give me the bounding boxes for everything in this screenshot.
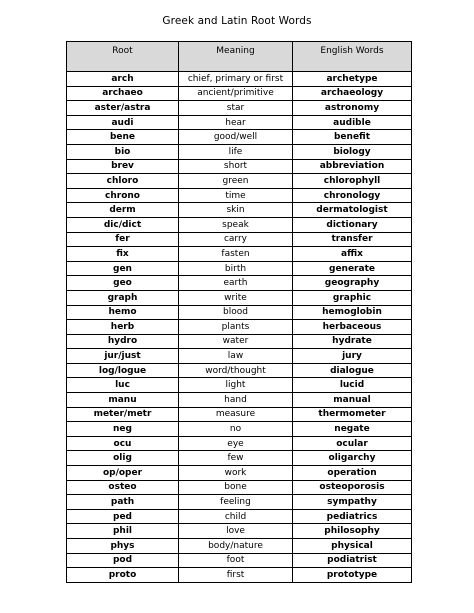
- table-row: [67, 480, 412, 495]
- cell-root: neg: [67, 422, 179, 437]
- column-header-meaning: Meaning: [179, 42, 293, 72]
- cell-meaning: birth: [179, 261, 293, 276]
- table-row: [67, 495, 412, 510]
- cell-meaning: body/nature: [179, 539, 293, 554]
- cell-meaning: feeling: [179, 495, 293, 510]
- cell-meaning: bone: [179, 480, 293, 495]
- cell-meaning: water: [179, 334, 293, 349]
- cell-root: bio: [67, 144, 179, 159]
- cell-meaning: good/well: [179, 130, 293, 145]
- table-row: [67, 568, 412, 583]
- cell-english-words: thermometer: [293, 407, 412, 422]
- table-row: [67, 276, 412, 291]
- cell-meaning: first: [179, 568, 293, 583]
- cell-english-words: prototype: [293, 568, 412, 583]
- cell-root: arch: [67, 72, 179, 87]
- cell-english-words: negate: [293, 422, 412, 437]
- cell-meaning: star: [179, 101, 293, 116]
- cell-english-words: audible: [293, 115, 412, 130]
- cell-root: meter/metr: [67, 407, 179, 422]
- cell-english-words: transfer: [293, 232, 412, 247]
- cell-english-words: graphic: [293, 290, 412, 305]
- table-row: [67, 539, 412, 554]
- cell-root: ocu: [67, 436, 179, 451]
- cell-root: path: [67, 495, 179, 510]
- cell-english-words: osteoporosis: [293, 480, 412, 495]
- cell-english-words: archetype: [293, 72, 412, 87]
- cell-english-words: dictionary: [293, 217, 412, 232]
- table-row: [67, 144, 412, 159]
- cell-root: brev: [67, 159, 179, 174]
- table-row: [67, 72, 412, 87]
- cell-meaning: earth: [179, 276, 293, 291]
- cell-meaning: word/thought: [179, 363, 293, 378]
- table-row: [67, 188, 412, 203]
- cell-meaning: eye: [179, 436, 293, 451]
- cell-root: pod: [67, 553, 179, 568]
- table-row: [67, 159, 412, 174]
- cell-root: archaeo: [67, 86, 179, 101]
- cell-english-words: hemoglobin: [293, 305, 412, 320]
- cell-root: fix: [67, 247, 179, 262]
- cell-english-words: benefit: [293, 130, 412, 145]
- cell-meaning: ancient/primitive: [179, 86, 293, 101]
- cell-english-words: geography: [293, 276, 412, 291]
- cell-english-words: herbaceous: [293, 320, 412, 335]
- cell-meaning: child: [179, 509, 293, 524]
- cell-root: fer: [67, 232, 179, 247]
- cell-english-words: generate: [293, 261, 412, 276]
- cell-english-words: operation: [293, 466, 412, 481]
- cell-root: manu: [67, 393, 179, 408]
- cell-root: hemo: [67, 305, 179, 320]
- cell-english-words: philosophy: [293, 524, 412, 539]
- table-row: [67, 86, 412, 101]
- table-row: [67, 524, 412, 539]
- cell-meaning: carry: [179, 232, 293, 247]
- cell-english-words: oligarchy: [293, 451, 412, 466]
- table-row: [67, 261, 412, 276]
- cell-root: luc: [67, 378, 179, 393]
- cell-meaning: measure: [179, 407, 293, 422]
- cell-english-words: podiatrist: [293, 553, 412, 568]
- cell-root: phil: [67, 524, 179, 539]
- cell-meaning: few: [179, 451, 293, 466]
- table-header-row: [67, 42, 412, 72]
- cell-root: proto: [67, 568, 179, 583]
- cell-english-words: affix: [293, 247, 412, 262]
- cell-meaning: love: [179, 524, 293, 539]
- cell-meaning: short: [179, 159, 293, 174]
- table-row: [67, 451, 412, 466]
- cell-meaning: time: [179, 188, 293, 203]
- cell-meaning: hand: [179, 393, 293, 408]
- table-row: [67, 217, 412, 232]
- cell-root: chrono: [67, 188, 179, 203]
- column-header-root: Root: [67, 42, 179, 72]
- cell-meaning: hear: [179, 115, 293, 130]
- cell-english-words: physical: [293, 539, 412, 554]
- table-row: [67, 232, 412, 247]
- table-row: [67, 305, 412, 320]
- cell-root: olig: [67, 451, 179, 466]
- cell-meaning: chief, primary or first: [179, 72, 293, 87]
- cell-meaning: no: [179, 422, 293, 437]
- column-header-english-words: English Words: [293, 42, 412, 72]
- cell-english-words: pediatrics: [293, 509, 412, 524]
- table-row: [67, 553, 412, 568]
- table-row: [67, 422, 412, 437]
- cell-root: audi: [67, 115, 179, 130]
- cell-english-words: chronology: [293, 188, 412, 203]
- table-row: [67, 203, 412, 218]
- cell-root: gen: [67, 261, 179, 276]
- table-row: [67, 466, 412, 481]
- table-row: [67, 509, 412, 524]
- table-row: [67, 290, 412, 305]
- table-row: [67, 334, 412, 349]
- cell-meaning: blood: [179, 305, 293, 320]
- cell-english-words: astronomy: [293, 101, 412, 116]
- cell-root: bene: [67, 130, 179, 145]
- cell-root: graph: [67, 290, 179, 305]
- cell-english-words: archaeology: [293, 86, 412, 101]
- cell-meaning: life: [179, 144, 293, 159]
- cell-english-words: sympathy: [293, 495, 412, 510]
- cell-english-words: dialogue: [293, 363, 412, 378]
- cell-english-words: manual: [293, 393, 412, 408]
- cell-root: phys: [67, 539, 179, 554]
- cell-root: derm: [67, 203, 179, 218]
- cell-english-words: ocular: [293, 436, 412, 451]
- table-row: [67, 247, 412, 262]
- table-row: [67, 115, 412, 130]
- cell-english-words: lucid: [293, 378, 412, 393]
- table-row: [67, 320, 412, 335]
- cell-meaning: speak: [179, 217, 293, 232]
- cell-english-words: chlorophyll: [293, 174, 412, 189]
- cell-meaning: skin: [179, 203, 293, 218]
- cell-root: chloro: [67, 174, 179, 189]
- cell-english-words: biology: [293, 144, 412, 159]
- table-row: [67, 393, 412, 408]
- table-body: [67, 72, 412, 583]
- cell-meaning: plants: [179, 320, 293, 335]
- table-row: [67, 349, 412, 364]
- table-row: [67, 363, 412, 378]
- cell-root: aster/astra: [67, 101, 179, 116]
- root-words-table: [66, 41, 412, 583]
- cell-root: herb: [67, 320, 179, 335]
- table-row: [67, 174, 412, 189]
- table-row: [67, 378, 412, 393]
- cell-meaning: work: [179, 466, 293, 481]
- cell-root: osteo: [67, 480, 179, 495]
- document-title: Greek and Latin Root Words: [162, 15, 312, 27]
- cell-root: ped: [67, 509, 179, 524]
- cell-english-words: hydrate: [293, 334, 412, 349]
- cell-meaning: foot: [179, 553, 293, 568]
- cell-english-words: jury: [293, 349, 412, 364]
- cell-meaning: light: [179, 378, 293, 393]
- table-row: [67, 407, 412, 422]
- cell-root: geo: [67, 276, 179, 291]
- cell-meaning: green: [179, 174, 293, 189]
- cell-english-words: dermatologist: [293, 203, 412, 218]
- cell-root: log/logue: [67, 363, 179, 378]
- cell-root: jur/just: [67, 349, 179, 364]
- cell-meaning: fasten: [179, 247, 293, 262]
- cell-english-words: abbreviation: [293, 159, 412, 174]
- table-row: [67, 101, 412, 116]
- cell-root: op/oper: [67, 466, 179, 481]
- cell-root: hydro: [67, 334, 179, 349]
- table-row: [67, 436, 412, 451]
- cell-root: dic/dict: [67, 217, 179, 232]
- table-row: [67, 130, 412, 145]
- cell-meaning: law: [179, 349, 293, 364]
- cell-meaning: write: [179, 290, 293, 305]
